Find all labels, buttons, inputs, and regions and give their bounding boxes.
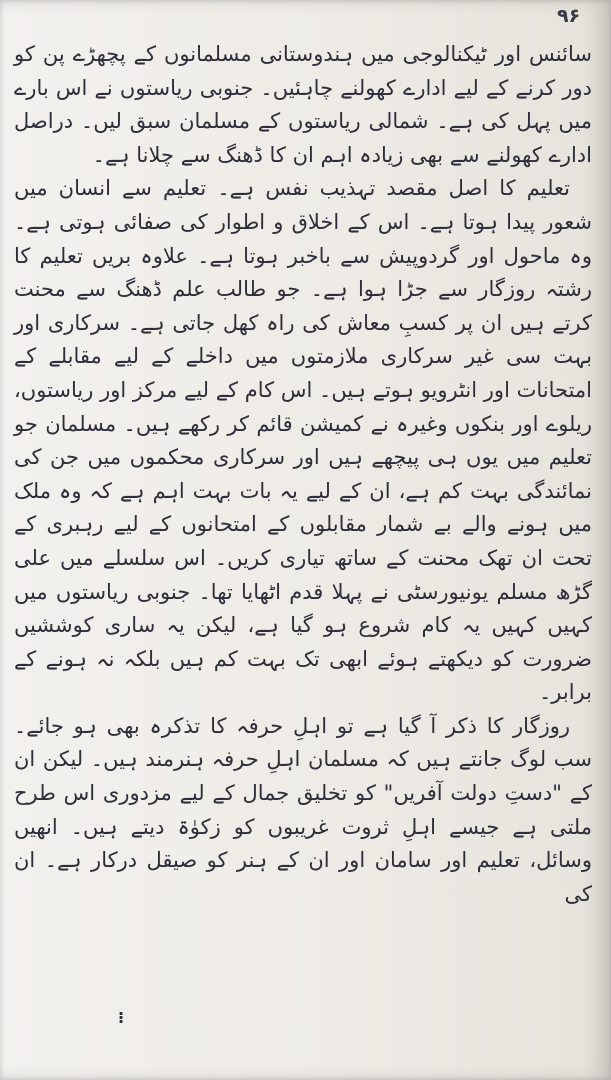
paragraph-science-technology: سائنس اور ٹیکنالوجی میں ہندوستانی مسلمانوں کے پچھڑے پن کو دور کرنے کے لیے ادارے کھولنے چاہئیں۔ جنوبی ریاستوں نے اس بارے میں پہل کی ہے۔ شمالی ریاستوں کے مسلمان سبق لیں۔ دراصل ادارے کھولنے سے بھی زیادہ اہم ان کا ڈھنگ سے چلانا ہے۔ bbox=[14, 42, 592, 167]
ink-dots: ⁝ bbox=[117, 1008, 125, 1027]
paragraph-artisans: روزگار کا ذکر آ گیا ہے تو اہلِ حرفہ کا تذکرہ بھی ہو جائے۔ سب لوگ جانتے ہیں کہ مسلمان اہلِ حرفہ ہنرمند ہیں۔ لیکن ان کے "دستِ دولت آفریں" کو تخلیق جمال کے لیے مزدوری اس طرح ملتی ہے جیسے اہلِ ثروت غریبوں کو زکوٰۃ دیتے ہیں۔ انھیں وسائل، تعلیم اور سامان اور ان کے ہنر کو صیقل درکار ہے۔ ان کی bbox=[14, 713, 592, 906]
paragraph-education-purpose: تعلیم کا اصل مقصد تہذیب نفس ہے۔ تعلیم سے انسان میں شعور پیدا ہوتا ہے۔ اس کے اخلاق و اطوار کی صفائی ہوتی ہے۔ وہ ماحول اور گردوپیش سے باخبر ہوتا ہے۔ علاوہ بریں تعلیم کا رشتہ روزگار سے جڑا ہوا ہے۔ جو طالب علم ڈھنگ سے محنت کرتے ہیں ان پر کسبِ معاش کی راہ کھل جاتی ہے۔ سرکاری اور بہت سی غیر سرکاری ملازمتوں میں داخلے کے لیے مقابلے کے امتحانات اور انٹرویو ہوتے ہیں۔ اس کام کے لیے مرکز اور ریاستوں، ریلوے اور بنکوں وغیرہ نے کمیشن قائم کر رکھے ہیں۔ مسلمان جو تعلیم میں یوں ہی پیچھے ہیں اور سرکاری محکموں میں جن کی نمائندگی بہت کم ہے، ان کے لیے یہ بات بہت اہم ہے کہ وہ ملک میں ہونے والے بے شمار مقابلوں کے امتحانوں کے لیے رہبری کے تحت ان تھک محنت کے ساتھ تیاری کریں۔ اس سلسلے میں علی گڑھ مسلم یونیورسٹی نے پہلا قدم اٹھایا تھا۔ جنوبی ریاستوں میں کہیں کہیں یہ کام شروع ہو گیا ہے، لیکن یہ ساری کوششیں ضرورت کو دیکھتے ہوئے ابھی تک بہت کم ہیں بلکہ نہ ہونے کے برابر۔ bbox=[14, 176, 592, 705]
body-text bbox=[14, 38, 592, 911]
page-number: ۹۶ bbox=[557, 5, 581, 27]
